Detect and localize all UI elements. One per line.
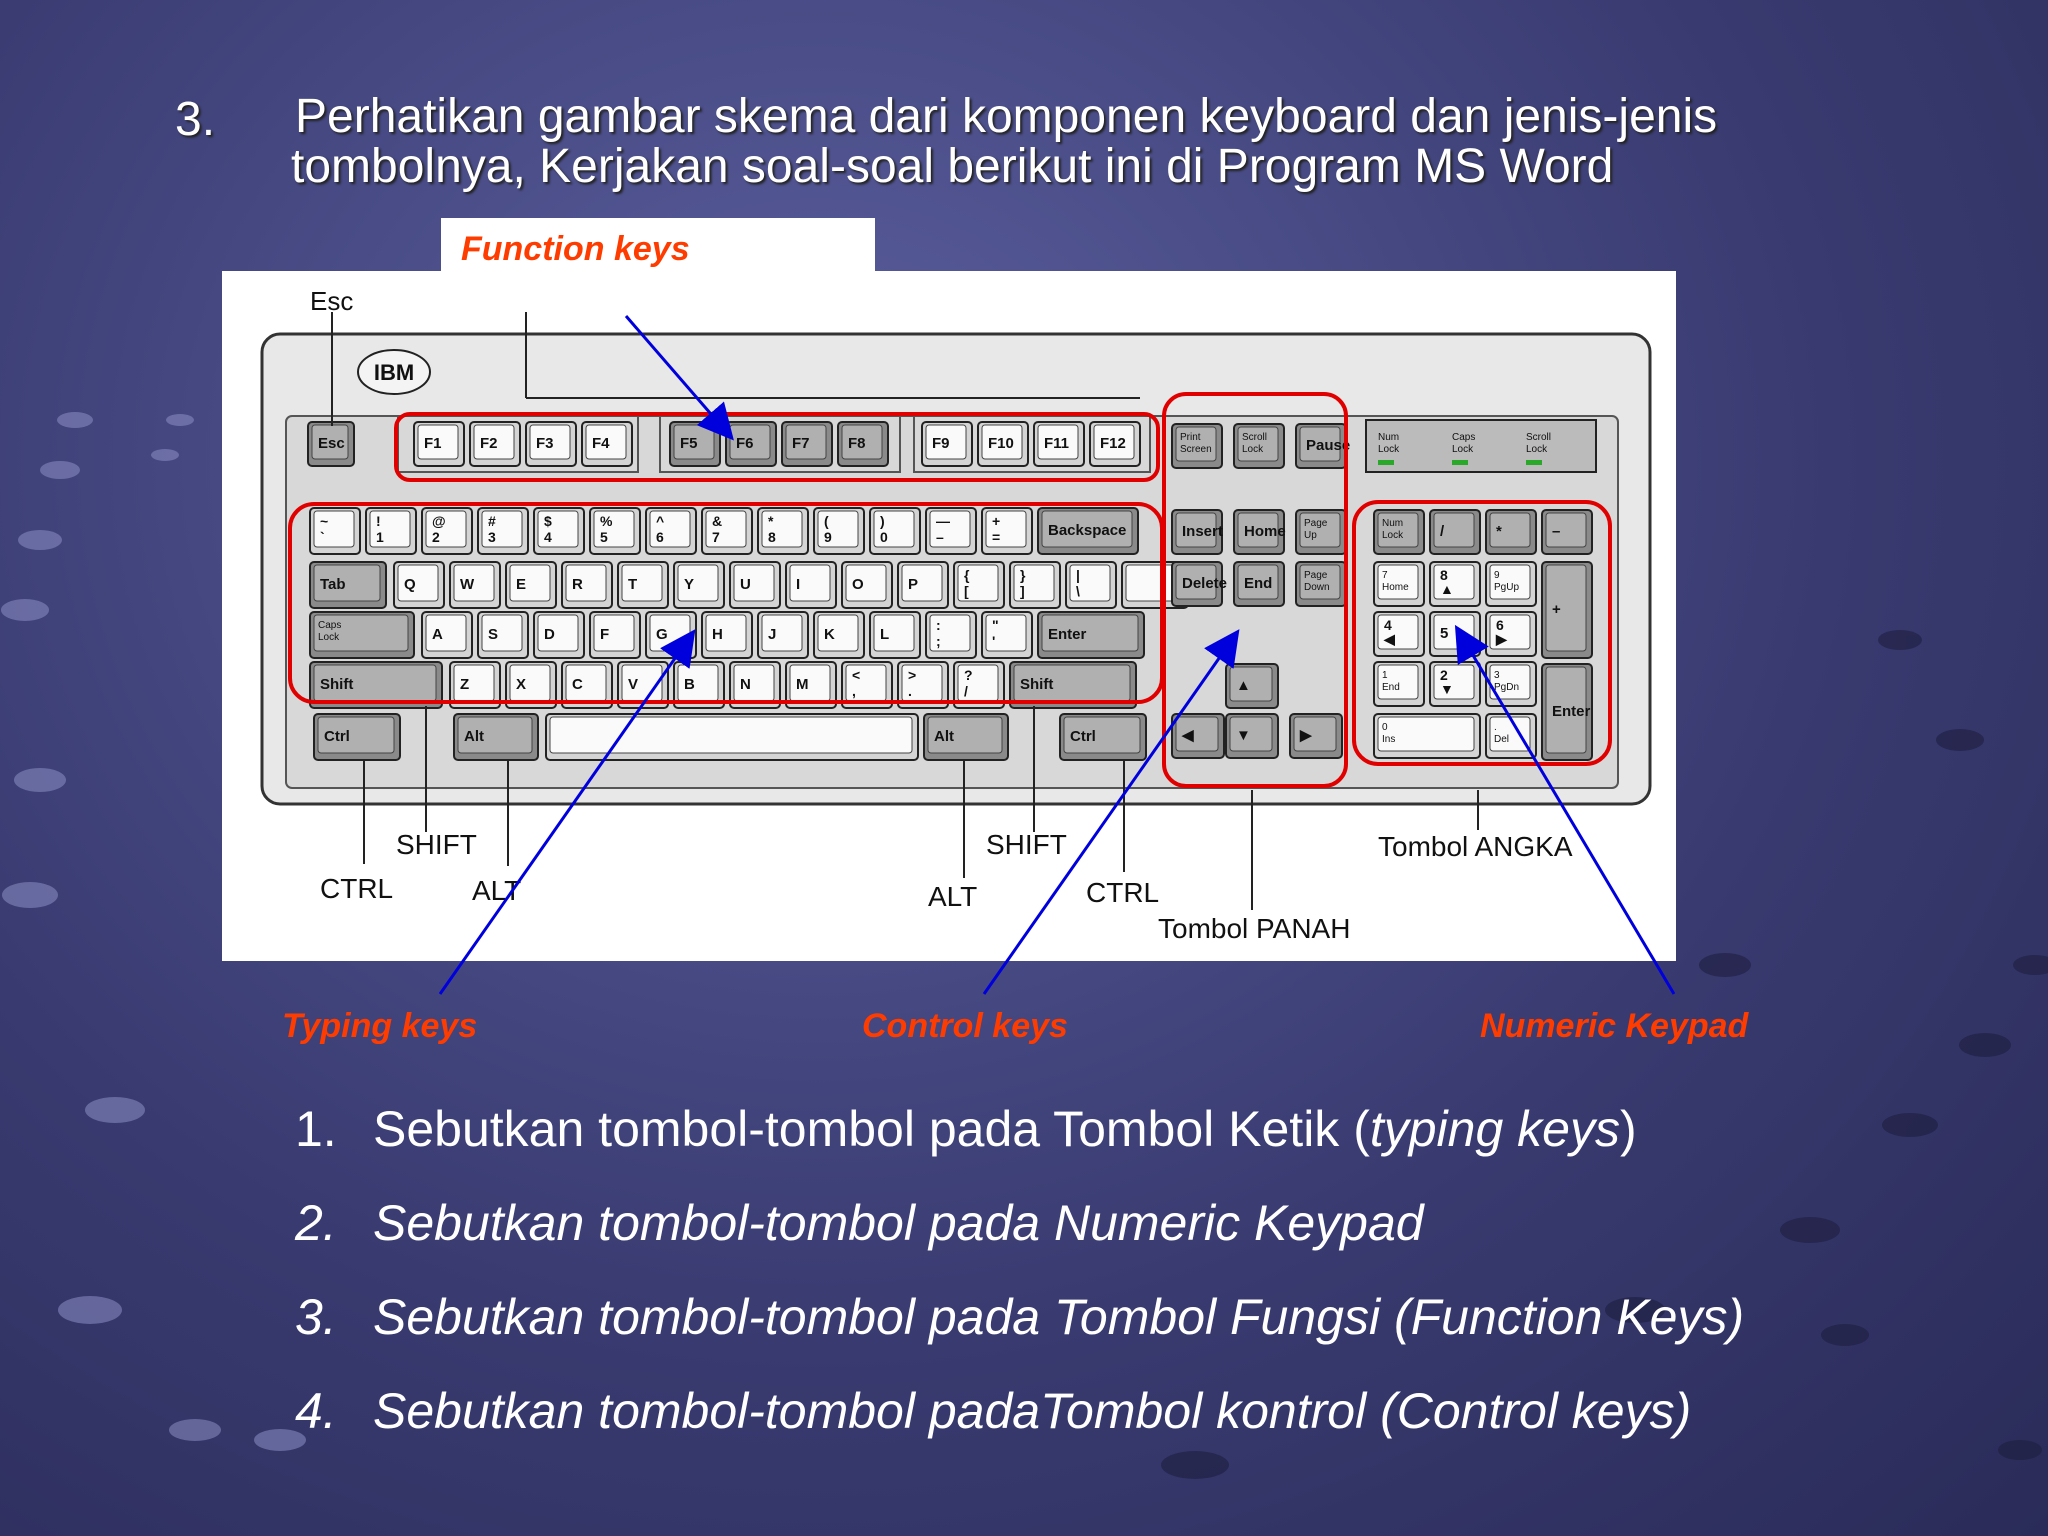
led-label-0b: Lock [1378, 444, 1400, 455]
key-num1-0-label: Num [1382, 518, 1404, 529]
key-num1-2-label: * [1496, 523, 1502, 540]
key-ctrl-right-label: Ctrl [1070, 728, 1096, 745]
key-f3-label: F3 [536, 435, 554, 452]
key-f4-label: F4 [592, 435, 610, 452]
key-sys-0-label2: Screen [1180, 444, 1212, 455]
key-num3-2-label2: ▶ [1496, 631, 1507, 647]
tombol-angka-callout: Tombol ANGKA [1378, 831, 1573, 862]
key-num4-0-label: 1 [1382, 670, 1388, 681]
key-nav2-2-label2: Down [1304, 582, 1330, 593]
key-row2-11-label2: ] [1020, 583, 1025, 599]
led-label-2: Scroll [1526, 432, 1552, 443]
numeric-keypad-label: Numeric Keypad [1480, 1007, 1749, 1045]
key-backspace-label: Backspace [1048, 522, 1127, 539]
key-num4-0-label2: End [1382, 682, 1400, 693]
key-caps-lock-label: Caps [318, 620, 342, 631]
key-f6-label: F6 [736, 435, 754, 452]
shift-right-callout: SHIFT [986, 829, 1067, 860]
key-row1-2-label2: 2 [432, 529, 440, 545]
key-nav1-2-label2: Up [1304, 530, 1317, 541]
key-num-del-label: . [1494, 722, 1497, 733]
question-1-text [373, 1100, 1637, 1158]
key-sys-2-label: Pause [1306, 437, 1351, 454]
alt-right-callout: ALT [928, 881, 978, 912]
question-3-number: 3. [295, 1289, 337, 1345]
question-3-text: Sebutkan tombol-tombol pada Tombol Fungsi (Function Keys) [373, 1289, 1745, 1345]
key-arrow-right-label: ▶ [1300, 727, 1312, 744]
key-row2-4-label: T [628, 576, 638, 593]
key-num1-3-label: – [1552, 523, 1561, 540]
key-row2-3-label: R [572, 576, 583, 593]
key-nav1-0-label: Insert [1182, 523, 1223, 540]
key-num2-0-label: 7 [1382, 570, 1388, 581]
question-4-text: Sebutkan tombol-tombol padaTombol kontrol (Control keys) [373, 1383, 1692, 1439]
key-row4-7-label2: , [852, 683, 856, 699]
key-space-cap [550, 717, 912, 753]
key-shift-right-label: Shift [1020, 676, 1054, 693]
key-num4-2-label2: PgDn [1494, 682, 1520, 693]
key-row1-10-label: ) [880, 513, 885, 529]
key-row2-6-label: U [740, 576, 751, 593]
key-row1-8-label2: 8 [768, 529, 776, 545]
key-row1-9-label: ( [824, 513, 829, 529]
led-label-2b: Lock [1526, 444, 1548, 455]
key-row4-6-label: M [796, 676, 809, 693]
key-row1-3-label2: 3 [488, 529, 496, 545]
key-arrow-left-label: ◀ [1182, 727, 1194, 744]
key-row3-10-label2: ' [992, 633, 996, 649]
key-f5-label: F5 [680, 435, 698, 452]
key-arrow-down-label: ▼ [1236, 727, 1251, 744]
question-1-text-italic: typing keys [1369, 1101, 1620, 1157]
key-row1-4-label: $ [544, 513, 552, 529]
key-row4-1-label: X [516, 676, 527, 693]
key-row3-7-label: K [824, 626, 835, 643]
key-row1-7-label: & [712, 513, 723, 529]
key-row1-9-label2: 9 [824, 529, 832, 545]
key-row1-6-label: ^ [656, 513, 665, 529]
key-row4-8-label: > [908, 667, 917, 683]
key-num4-1-label2: ▼ [1440, 681, 1454, 697]
key-row2-10-label: { [964, 567, 970, 583]
key-num-plus-label: + [1552, 601, 1561, 618]
title-line-2: tombolnya, Kerjakan soal-soal berikut ini di Program MS Word [291, 140, 1614, 193]
key-row4-3-label: V [628, 676, 639, 693]
key-row4-7-label: < [852, 667, 861, 683]
key-row2-5-label: Y [684, 576, 695, 593]
key-row1-10-label2: 0 [880, 529, 888, 545]
led-indicator-2 [1526, 460, 1542, 465]
ctrl-right-callout: CTRL [1086, 877, 1160, 908]
key-row2-0-label: Q [404, 576, 416, 593]
key-arrow-up-label: ▲ [1236, 677, 1251, 694]
key-row3-2-label: D [544, 626, 555, 643]
key-row3-9-label: : [936, 617, 941, 633]
key-row4-0-label: Z [460, 676, 470, 693]
key-f10-label: F10 [988, 435, 1014, 452]
key-f2-label: F2 [480, 435, 498, 452]
key-num2-1-label: 8 [1440, 567, 1448, 583]
led-panel [1366, 420, 1596, 472]
function-keys-label: Function keys [461, 230, 690, 268]
led-label-1: Caps [1452, 432, 1476, 443]
alt-left-callout: ALT [472, 875, 522, 906]
question-1-text-a: Sebutkan tombol-tombol pada Tombol Ketik ( [373, 1101, 1370, 1157]
key-sys-1-label2: Lock [1242, 444, 1264, 455]
key-num2-0-label2: Home [1382, 582, 1409, 593]
key-row2-12-label: | [1076, 567, 1080, 583]
key-row1-11-label: — [936, 513, 950, 529]
key-row3-10-label: " [992, 617, 999, 633]
key-num3-0-label: 4 [1384, 617, 1392, 633]
question-2-number: 2. [295, 1195, 337, 1251]
key-num4-1-label: 2 [1440, 667, 1448, 683]
key-row3-4-label: G [656, 626, 668, 643]
key-row4-2-label: C [572, 676, 583, 693]
key-row1-1-label: ! [376, 513, 381, 529]
key-row3-6-label: J [768, 626, 777, 643]
shift-left-callout: SHIFT [396, 829, 477, 860]
key-row3-9-label2: ; [936, 633, 941, 649]
key-row3-5-label: H [712, 626, 723, 643]
tombol-panah-callout: Tombol PANAH [1158, 913, 1351, 944]
question-1-number: 1. [295, 1101, 337, 1157]
key-nav2-1-label: End [1244, 575, 1273, 592]
key-row1-4-label2: 4 [544, 529, 552, 545]
led-indicator-0 [1378, 460, 1394, 465]
ctrl-left-callout: CTRL [320, 873, 394, 904]
key-f11-label: F11 [1044, 435, 1070, 452]
key-row2-9-label: P [908, 576, 919, 593]
key-num2-2-label: 9 [1494, 570, 1500, 581]
key-nav1-2-label: Page [1304, 518, 1328, 529]
key-num2-1-label2: ▲ [1440, 581, 1454, 597]
key-num1-1-label: / [1440, 523, 1445, 540]
key-row3-8-label: L [880, 626, 890, 643]
key-row1-5-label2: 5 [600, 529, 608, 545]
key-row2-7-label: I [796, 576, 801, 593]
key-num3-0-label2: ◀ [1384, 631, 1395, 647]
question-1-text-c: ) [1619, 1101, 1637, 1157]
led-label-0: Num [1378, 432, 1400, 443]
key-sys-0-label: Print [1180, 432, 1201, 443]
question-2-text: Sebutkan tombol-tombol pada Numeric Keypad [373, 1195, 1424, 1251]
key-row4-4-label: B [684, 676, 695, 693]
title-line-1: Perhatikan gambar skema dari komponen keyboard dan jenis-jenis [295, 90, 1718, 143]
key-num-enter-label: Enter [1552, 703, 1591, 720]
key-f7-label: F7 [792, 435, 810, 452]
key-row1-3-label: # [488, 513, 496, 529]
key-ctrl-left-label: Ctrl [324, 728, 350, 745]
key-num2-2-label2: PgUp [1494, 582, 1520, 593]
key-caps-lock-label2: Lock [318, 632, 340, 643]
key-row3-3-label: F [600, 626, 610, 643]
key-row1-2-label: @ [432, 513, 446, 529]
key-num-zero-label2: Ins [1382, 734, 1396, 745]
key-row1-0-label: ~ [320, 513, 329, 529]
key-tab-label: Tab [320, 576, 346, 593]
key-num4-2-label: 3 [1494, 670, 1500, 681]
key-row1-6-label2: 6 [656, 529, 664, 545]
key-row1-0-label2: ` [320, 529, 325, 545]
key-num3-2-label: 6 [1496, 617, 1504, 633]
key-esc-label: Esc [318, 435, 345, 452]
key-num3-1-label: 5 [1440, 625, 1449, 642]
key-nav1-1-label: Home [1244, 523, 1286, 540]
key-row1-11-label2: – [936, 529, 944, 545]
key-row2-10-label2: [ [964, 583, 969, 599]
led-indicator-1 [1452, 460, 1468, 465]
key-row1-8-label: * [768, 513, 774, 529]
typing-keys-label: Typing keys [282, 1007, 478, 1045]
key-enter-label: Enter [1048, 626, 1087, 643]
question-4-number: 4. [295, 1383, 337, 1439]
key-f1-label: F1 [424, 435, 442, 452]
key-nav2-0-label: Delete [1182, 575, 1228, 592]
key-f8-label: F8 [848, 435, 866, 452]
key-f9-label: F9 [932, 435, 950, 452]
key-shift-left-label: Shift [320, 676, 354, 693]
key-row2-12-label2: \ [1076, 583, 1080, 599]
key-row3-0-label: A [432, 626, 443, 643]
control-keys-label: Control keys [862, 1007, 1068, 1045]
key-row1-12-label2: = [992, 529, 1001, 545]
question-number: 3. [175, 93, 216, 146]
key-row1-5-label: % [600, 513, 613, 529]
led-label-1b: Lock [1452, 444, 1474, 455]
key-sys-1-label: Scroll [1242, 432, 1268, 443]
key-num-zero-label: 0 [1382, 722, 1388, 733]
key-alt-right-label: Alt [934, 728, 954, 745]
key-row2-1-label: W [460, 576, 475, 593]
esc-callout: Esc [310, 286, 354, 316]
key-row1-12-label: + [992, 513, 1001, 529]
key-row2-11-label: } [1020, 567, 1026, 583]
ibm-logo-text: IBM [373, 360, 415, 385]
key-row2-8-label: O [852, 576, 864, 593]
key-nav2-2-label: Page [1304, 570, 1328, 581]
key-row1-1-label2: 1 [376, 529, 384, 545]
key-row2-2-label: E [516, 576, 527, 593]
key-row4-5-label: N [740, 676, 751, 693]
key-alt-left-label: Alt [464, 728, 484, 745]
key-num-del-label2: Del [1494, 734, 1510, 745]
key-f12-label: F12 [1100, 435, 1126, 452]
key-row4-8-label2: . [908, 683, 912, 699]
key-row3-1-label: S [488, 626, 499, 643]
key-row4-9-label2: / [964, 683, 968, 699]
key-row1-7-label2: 7 [712, 529, 720, 545]
key-num1-0-label2: Lock [1382, 530, 1404, 541]
key-row4-9-label: ? [964, 667, 973, 683]
